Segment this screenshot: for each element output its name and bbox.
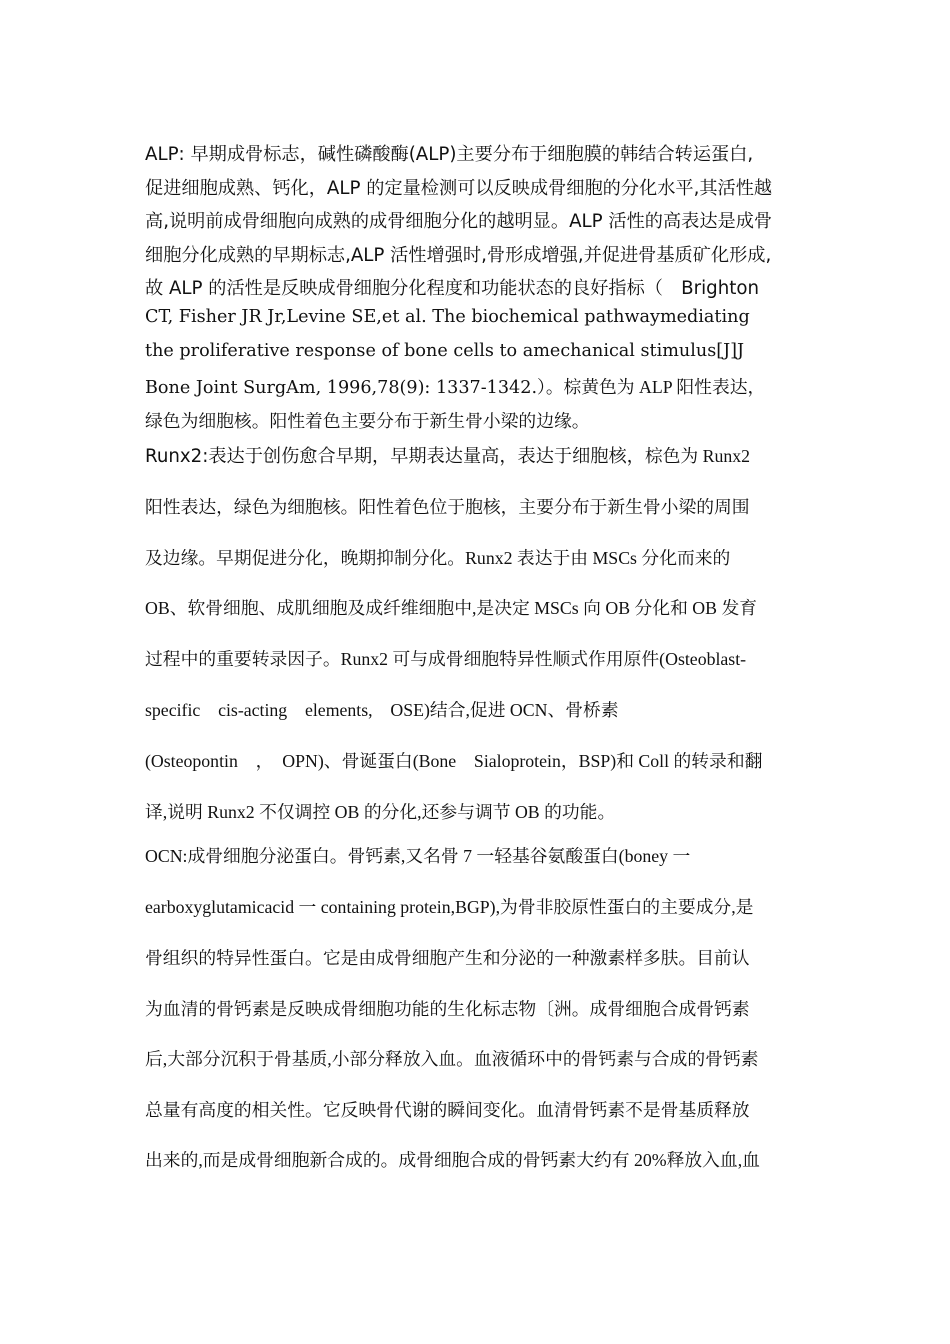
text-line: 出来的,而是成骨细胞新合成的。成骨细胞合成的骨钙素大约有 20%释放入血,血 [145, 1150, 760, 1170]
text-line [145, 442, 750, 468]
reference-line: the proliferative response of bone cells to amechanical stimulus[J]J [145, 341, 745, 361]
reference-text: Bone Joint SurgAm, 1996,78(9): 1337-1342.）。 [145, 378, 564, 398]
text-line: (Osteopontin ， OPN)、骨诞蛋白(Bone Sialoprotein，BSP)和 Coll 的转录和翻 [145, 751, 763, 771]
text-segment: 棕色为 Runx2 [644, 446, 751, 466]
text-line: ALP: 早期成骨标志，碱性磷酸酶(ALP)主要分布于细胞膜的韩结合转运蛋白, [145, 144, 754, 165]
reference-line: CT, Fisher JR Jr,Levine SE,et al. The biochemical pathwaymediating [145, 307, 750, 327]
text-line: 细胞分化成熟的早期标志,ALP 活性增强时,骨形成增强,并促进骨基质矿化形成, [145, 245, 772, 266]
text-segment: 棕黄色为 ALP 阳性表达， [563, 377, 766, 397]
text-segment: Runx2:表达于创伤愈合早期，早期表达量高，表达于细胞核， [145, 446, 645, 467]
text-line: 高,说明前成骨细胞向成熟的成骨细胞分化的越明显。ALP 活性的高表达是成骨 [145, 211, 773, 232]
reference-line [145, 374, 765, 399]
text-line: 为血清的骨钙素是反映成骨细胞功能的生化标志物〔洲。成骨细胞合成骨钙素 [145, 999, 750, 1019]
text-line: 译,说明 Runx2 不仅调控 OB 的分化,还参与调节 OB 的功能。 [145, 802, 616, 822]
text-line: specific cis-acting elements, OSE)结合,促进 OCN、骨桥素 [145, 700, 619, 720]
text-line: OCN:成骨细胞分泌蛋白。骨钙素,又名骨 7 一轻基谷氨酸蛋白(boney 一 [145, 846, 691, 866]
text-line: 促进细胞成熟、钙化，ALP 的定量检测可以反映成骨细胞的分化水平,其活性越 [145, 178, 773, 199]
text-line: 故 ALP 的活性是反映成骨细胞分化程度和功能状态的良好指标（ Brighton [145, 278, 760, 299]
text-line: 总量有高度的相关性。它反映骨代谢的瞬间变化。血清骨钙素不是骨基质释放 [145, 1100, 750, 1120]
text-line: OB、软骨细胞、成肌细胞及成纤维细胞中,是决定 MSCs 向 OB 分化和 OB 发育 [145, 598, 758, 618]
text-line: 绿色为细胞核。阳性着色主要分布于新生骨小梁的边缘。 [145, 411, 590, 431]
text-line: 阳性表达，绿色为细胞核。阳性着色位于胞核，主要分布于新生骨小梁的周围 [145, 497, 750, 517]
text-line: 骨组织的特异性蛋白。它是由成骨细胞产生和分泌的一种激素样多肤。目前认 [145, 948, 750, 968]
text-line: 及边缘。早期促进分化，晚期抑制分化。Runx2 表达于由 MSCs 分化而来的 [145, 548, 731, 568]
text-line: 过程中的重要转录因子。Runx2 可与成骨细胞特异性顺式作用原件(Osteoblast- [145, 649, 747, 669]
text-line: earboxyglutamicacid 一 containing protein,BGP),为骨非胶原性蛋白的主要成分,是 [145, 897, 754, 917]
text-line: 后,大部分沉积于骨基质,小部分释放入血。血液循环中的骨钙素与合成的骨钙素 [145, 1049, 759, 1069]
